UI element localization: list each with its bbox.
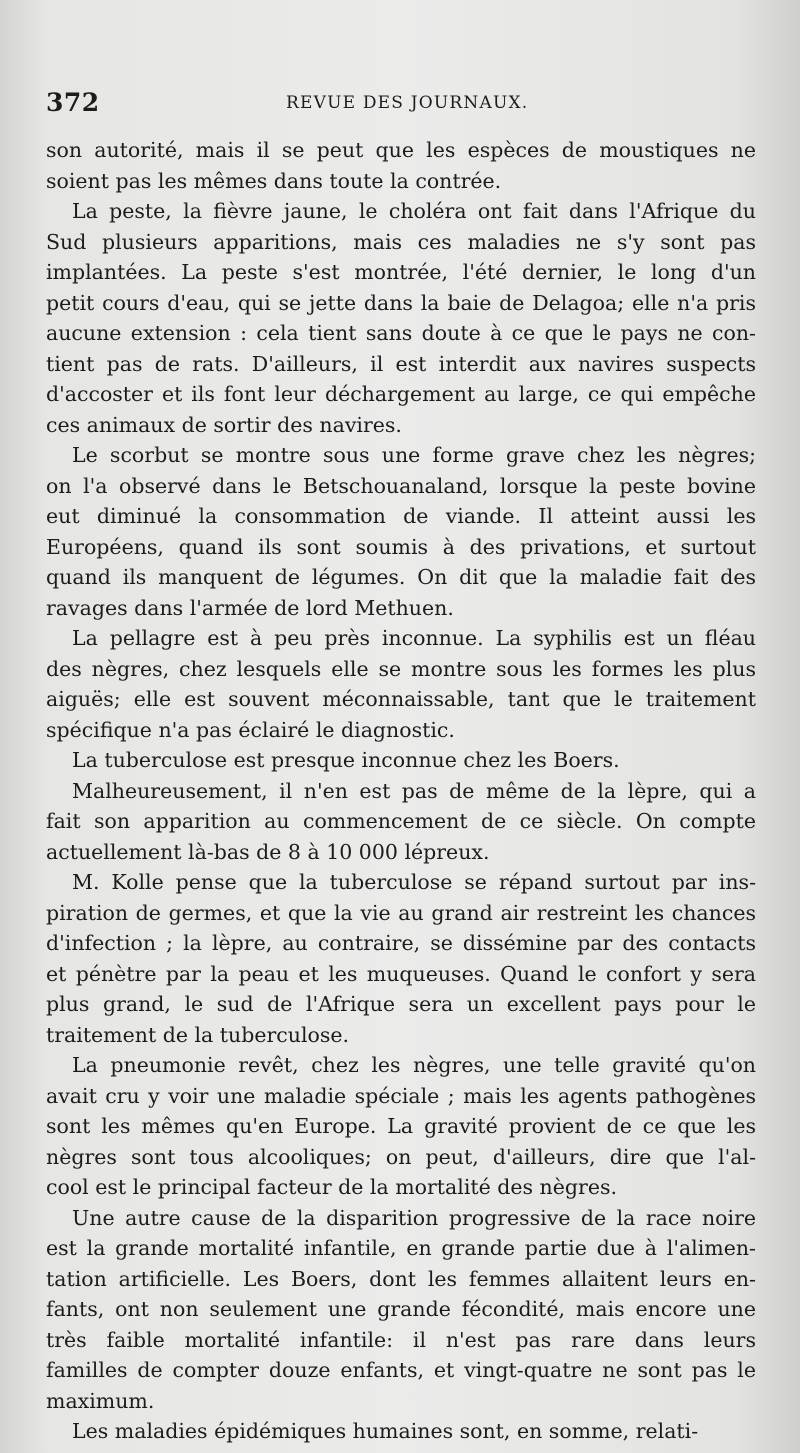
paragraph [46,745,756,776]
text-line: La pellagre est à peu près inconnue. La syphilis est un fléau [72,626,756,650]
text-line: fait son apparition au commencement de ce siècle. On compte [46,809,756,833]
text-line: cool est le principal facteur de la mortalité des nègres. [46,1175,617,1199]
text-line: ces animaux de sortir des navires. [46,412,402,437]
text-line: aucune extension : cela tient sans doute à ce que le pays ne con- [46,321,756,345]
text-line: très faible mortalité infantile: il n'est pas rare dans leurs [46,1327,756,1352]
paragraph [46,440,756,623]
text-line: sont les mêmes qu'en Europe. La gravité provient de ce que les [46,1114,756,1138]
text-line: est la grande mortalité infantile, en grande partie due à l'alimen- [46,1236,756,1260]
text-line: on l'a observé dans le Betschouanaland, lorsque la peste bovine [46,473,756,498]
page-header [46,88,756,128]
text-line: Malheureusement, il n'en est pas de même de la lèpre, qui a [72,778,756,803]
text-line: maximum. [46,1388,155,1413]
paragraph [46,776,756,868]
body-text [46,135,756,1447]
paragraph [46,1203,756,1417]
page-number: 372 [46,88,100,117]
running-head: REVUE DES JOURNAUX. [286,93,529,113]
paragraph [46,1050,756,1203]
text-line: plus grand, le sud de l'Afrique sera un excellent pays pour le [46,992,756,1016]
paragraph [46,623,756,745]
text-line: Une autre cause de la disparition progressive de la race noire [72,1205,756,1230]
paragraph [46,135,756,196]
text-line: avait cru y voir une maladie spéciale ; mais les agents pathogènes [46,1083,756,1108]
text-line: M. Kolle pense que la tuberculose se répand surtout par ins- [72,870,756,894]
text-line: Le scorbut se montre sous une forme grave chez les nègres; [72,443,756,467]
text-line: des nègres, chez lesquels elle se montre sous les formes les plus [46,656,756,681]
text-line: Européens, quand ils sont soumis à des privations, et surtout [46,534,756,559]
text-line: et pénètre par la peau et les muqueuses. Quand le confort y sera [46,961,756,986]
text-line: son autorité, mais il se peut que les espèces de moustiques ne [46,138,756,162]
text-line: La tuberculose est presque inconnue chez les Boers. [72,748,620,772]
text-line: d'accoster et ils font leur déchargement au large, ce qui empêche [46,382,756,406]
text-line: spécifique n'a pas éclairé le diagnostic. [46,717,455,742]
text-line: Les maladies épidémiques humaines sont, en somme, relati- [72,1419,699,1443]
text-line: fants, ont non seulement une grande fécondité, mais encore une [46,1297,756,1321]
text-line: soient pas les mêmes dans toute la contrée. [46,168,502,193]
text-line: implantées. La peste s'est montrée, l'été dernier, le long d'un [46,260,756,284]
text-line: traitement de la tuberculose. [46,1022,350,1047]
text-line: ravages dans l'armée de lord Methuen. [46,595,454,620]
text-line: familles de compter douze enfants, et vingt-quatre ne sont pas le [46,1358,756,1382]
paragraph [46,1416,756,1447]
text-line: La pneumonie revêt, chez les nègres, une telle gravité qu'on [72,1053,756,1077]
text-line: tation artificielle. Les Boers, dont les femmes allaitent leurs en- [46,1266,756,1291]
text-line: actuellement là-bas de 8 à 10 000 lépreux. [46,839,490,864]
text-line: aiguës; elle est souvent méconnaissable, tant que le traitement [46,687,756,711]
paragraph [46,196,756,440]
text-line: petit cours d'eau, qui se jette dans la baie de Delagoa; elle n'a pris [46,290,756,315]
text-line: eut diminué la consommation de viande. Il atteint aussi les [46,504,756,528]
text-line: d'infection ; la lèpre, au contraire, se dissémine par des contacts [46,931,756,955]
text-line: piration de germes, et que la vie au grand air restreint les chances [46,900,756,925]
text-line: La peste, la fièvre jaune, le choléra ont fait dans l'Afrique du [72,199,756,223]
text-line: tient pas de rats. D'ailleurs, il est interdit aux navires suspects [46,351,756,376]
text-line: Sud plusieurs apparitions, mais ces maladies ne s'y sont pas [46,229,756,254]
paragraph [46,867,756,1050]
text-line: nègres sont tous alcooliques; on peut, d'ailleurs, dire que l'al- [46,1144,756,1169]
text-line: quand ils manquent de légumes. On dit que la maladie fait des [46,565,756,589]
